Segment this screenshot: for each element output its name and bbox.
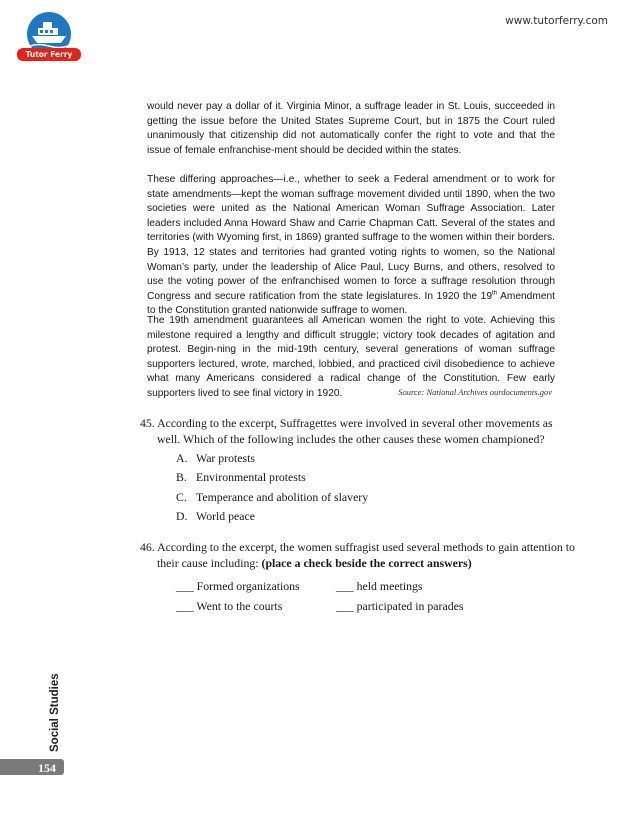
passage-paragraph-2-text: These differing approaches—i.e., whether to seek a Federal amendment or to work for state amendments—kept the woman suffrage movement divided until 1890, when the two societies were united as the National American Woman Suffrage Association. Later leaders included Anna Howard Shaw and Carrie Chapman Catt. Several of the states and territories (with Wyoming first, in 1869) granted suffrage to the women within their borders. By 1913, 12 states and territories had granted voting rights to women, so the National Woman’s party, under the leadership of Alice Paul, Lucy Burns, and others, resolved to use the voting power of the enfranchised women to force a suffrage resolution through Congress and secure ratification from the state legislatures. In 1920 the 19 — [147, 174, 555, 302]
choice-held-meetings[interactable]: ___ held meetings — [336, 579, 423, 593]
superscript-th: th — [492, 290, 498, 297]
question-46-number: 46. — [140, 540, 155, 554]
question-45 — [140, 416, 577, 447]
choice-went-to-courts[interactable]: ___ Went to the courts — [176, 598, 283, 613]
option-a[interactable] — [176, 449, 368, 468]
option-text: Environmental protests — [196, 470, 306, 485]
question-46-choices — [176, 577, 463, 616]
option-text: World peace — [196, 509, 255, 524]
option-text: Temperance and abolition of slavery — [196, 489, 369, 504]
choice-row — [176, 597, 463, 617]
source-citation: Source: National Archives ourdocuments.gov — [398, 387, 552, 397]
option-text: War protests — [196, 451, 256, 465]
question-46-text: According to the excerpt, the women suffragist used several methods to gain attention to their cause including: — [157, 540, 575, 570]
option-letter: C. — [176, 489, 187, 504]
site-url: www.tutorferry.com — [505, 15, 608, 27]
question-46 — [140, 540, 577, 571]
choice-row — [176, 577, 463, 597]
passage-paragraph-3: The 19th amendment guarantees all American women the right to vote. Achieving this milestone required a lengthy and difficult struggle; victory took decades of agitation and protest. Begin-ning in the mid-19th century, several generations of woman suffrage supporters lectured, wrote, marched, lobbied, and practiced civil disobedience to achieve what many Americans considered a radical change of the Constitution. Few early supporters lived to see final victory in 1920. — [147, 315, 555, 399]
passage-paragraph-1: would never pay a dollar of it. Virginia Minor, a suffrage leader in St. Louis, succeeded in getting the issue before the United States Supreme Court, but in 1875 the Court ruled unanimously that citizenship did not automatically confer the right to vote and that the issue of female enfranchise-ment should be decided within the states. — [147, 101, 555, 156]
option-letter: B. — [176, 470, 187, 485]
question-45-number: 45. — [140, 416, 155, 430]
tutor-ferry-logo — [14, 8, 84, 66]
option-letter: A. — [176, 451, 188, 465]
page-number: 154 — [38, 761, 56, 775]
option-letter: D. — [176, 509, 188, 524]
choice-formed-organizations[interactable]: ___ Formed organizations — [176, 579, 300, 593]
logo-text: Tutor Ferry — [25, 50, 73, 59]
question-46-instruction: (place a check beside the correct answers) — [261, 555, 472, 570]
option-b[interactable] — [176, 468, 368, 487]
question-45-text: According to the excerpt, Suffragettes were involved in several other movements as well. Which of the following includes the other causes these women championed? — [157, 416, 553, 446]
question-45-options — [176, 449, 368, 527]
section-label: Social Studies — [49, 673, 61, 752]
passage-paragraph-2-end: Amendment to the Constitution granted nationwide suffrage to women. — [147, 290, 555, 317]
option-d[interactable] — [176, 507, 368, 526]
option-c[interactable] — [176, 488, 368, 507]
passage-paragraph-2 — [147, 173, 555, 319]
choice-participated-in-parades[interactable]: ___ participated in parades — [336, 598, 464, 613]
